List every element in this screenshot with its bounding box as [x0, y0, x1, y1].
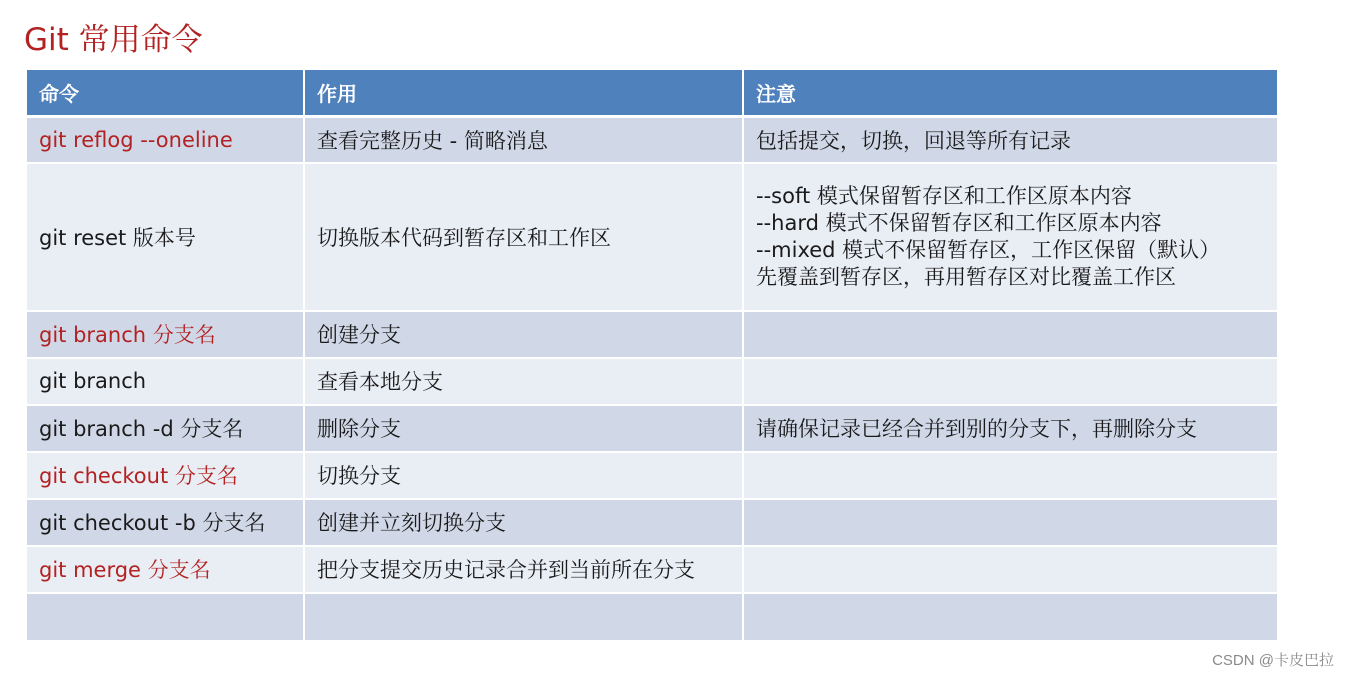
notes-cell [743, 452, 1277, 499]
command-cell: git checkout 分支名 [27, 452, 304, 499]
effect-cell: 把分支提交历史记录合并到当前所在分支 [304, 546, 743, 593]
notes-cell [743, 163, 1277, 311]
table-row [27, 452, 1277, 499]
notes-cell [743, 499, 1277, 546]
effect-cell: 切换分支 [304, 452, 743, 499]
table-row [27, 358, 1277, 405]
command-cell: git branch [27, 358, 304, 405]
effect-cell: 切换版本代码到暂存区和工作区 [304, 163, 743, 311]
command-cell: git checkout -b 分支名 [27, 499, 304, 546]
notes-cell [743, 358, 1277, 405]
table-row [27, 593, 1277, 640]
note-line: --mixed 模式不保留暂存区，工作区保留（默认） [756, 237, 1221, 262]
command-cell: git branch 分支名 [27, 311, 304, 358]
table-row [27, 499, 1277, 546]
command-cell [27, 593, 304, 640]
notes-cell: 包括提交，切换，回退等所有记录 [743, 117, 1277, 163]
effect-cell: 创建并立刻切换分支 [304, 499, 743, 546]
notes-cell [743, 311, 1277, 358]
table-row [27, 163, 1277, 311]
note-line: --hard 模式不保留暂存区和工作区原本内容 [756, 210, 1162, 235]
table-row [27, 117, 1277, 163]
header-notes: 注意 [743, 70, 1277, 117]
git-commands-table [27, 70, 1277, 640]
notes-cell [743, 546, 1277, 593]
effect-cell: 查看完整历史 - 简略消息 [304, 117, 743, 163]
notes-cell [743, 593, 1277, 640]
effect-cell: 创建分支 [304, 311, 743, 358]
effect-cell: 查看本地分支 [304, 358, 743, 405]
notes-cell: 请确保记录已经合并到别的分支下，再删除分支 [743, 405, 1277, 452]
command-cell: git merge 分支名 [27, 546, 304, 593]
effect-cell: 删除分支 [304, 405, 743, 452]
command-cell: git reflog --oneline [27, 117, 304, 163]
note-line: 先覆盖到暂存区，再用暂存区对比覆盖工作区 [756, 264, 1176, 289]
table-row [27, 405, 1277, 452]
effect-cell [304, 593, 743, 640]
page-title: Git 常用命令 [24, 22, 203, 58]
table-header-row [27, 70, 1277, 117]
table-row [27, 546, 1277, 593]
header-effect: 作用 [304, 70, 743, 117]
header-command: 命令 [27, 70, 304, 117]
table-row [27, 311, 1277, 358]
watermark: CSDN @卡皮巴拉 [1212, 652, 1334, 669]
command-cell: git branch -d 分支名 [27, 405, 304, 452]
command-cell: git reset 版本号 [27, 163, 304, 311]
note-line: --soft 模式保留暂存区和工作区原本内容 [756, 183, 1132, 208]
